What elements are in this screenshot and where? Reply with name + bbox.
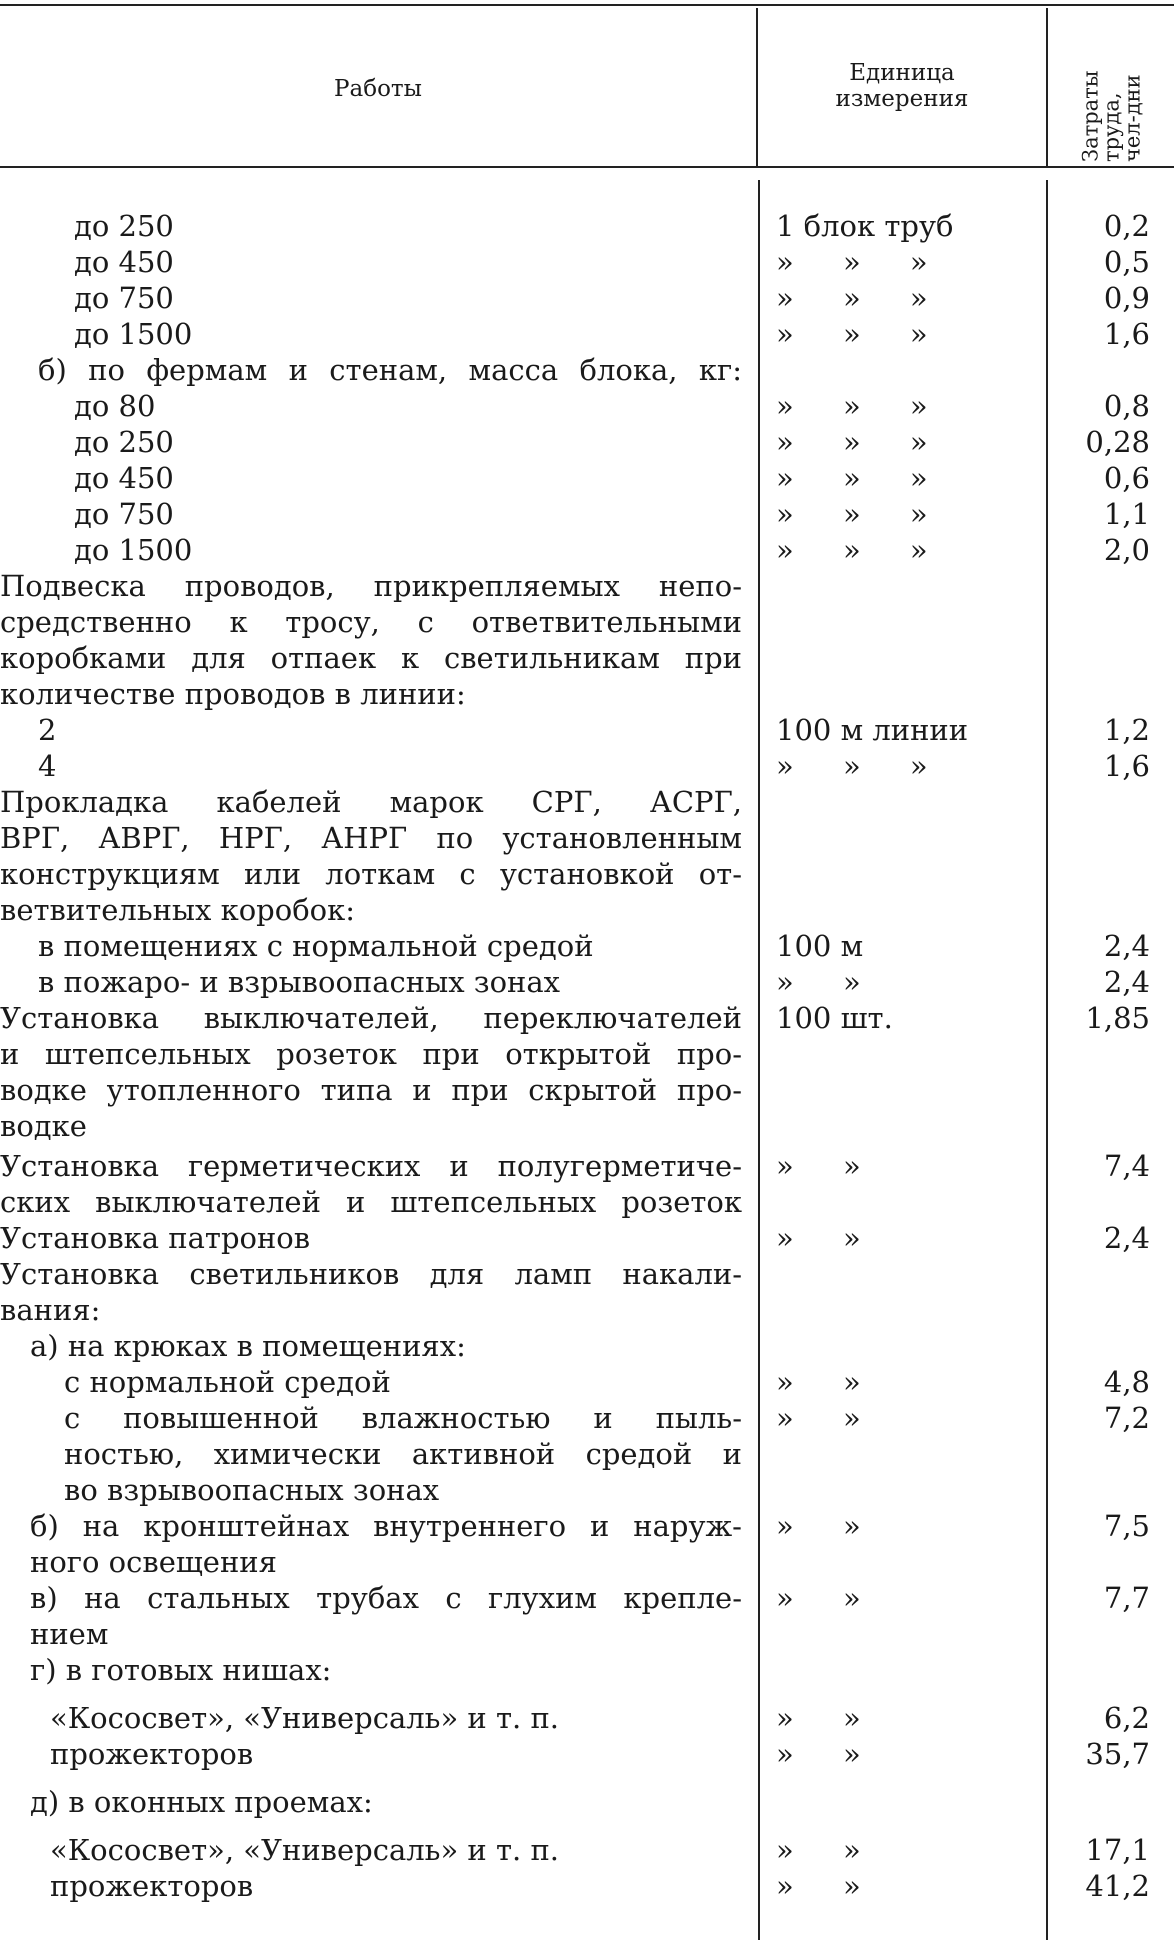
unit-of-measure: » » <box>776 1365 861 1399</box>
table-row <box>0 281 1174 315</box>
table-row <box>0 821 1174 855</box>
work-description: 4 <box>38 749 57 783</box>
labor-value: 2,4 <box>1103 965 1150 999</box>
work-description: с повышенной влажностью и пыль- <box>64 1401 742 1435</box>
unit-of-measure: » » <box>776 1149 861 1183</box>
labor-value: 7,7 <box>1103 1581 1150 1615</box>
work-description: до 1500 <box>74 317 193 351</box>
labor-value: 35,7 <box>1085 1737 1150 1771</box>
unit-of-measure: 1 блок труб <box>776 209 954 243</box>
labor-value: 0,9 <box>1103 281 1150 315</box>
labor-value: 0,8 <box>1103 389 1150 423</box>
work-description: в) на стальных трубах с глухим крепле- <box>30 1581 742 1615</box>
work-description: Установка светильников для ламп накали- <box>0 1257 742 1291</box>
work-description: Установка патронов <box>0 1221 311 1255</box>
table-row <box>0 1737 1174 1771</box>
header-labor-line1: Затраты <box>1078 70 1103 162</box>
table-row <box>0 569 1174 603</box>
table-row <box>0 209 1174 243</box>
labor-value: 1,6 <box>1103 749 1150 783</box>
table-row <box>0 749 1174 783</box>
work-description: ских выключателей и штепсельных розеток <box>0 1185 742 1219</box>
work-description: д) в оконных проемах: <box>30 1785 373 1819</box>
table-row <box>0 893 1174 927</box>
work-description: водке <box>0 1109 87 1143</box>
labor-value: 7,4 <box>1103 1149 1150 1183</box>
work-description: вания: <box>0 1293 101 1327</box>
table-row <box>0 641 1174 675</box>
work-description: до 80 <box>74 389 156 423</box>
work-description: конструкциям или лоткам с установкой от- <box>0 857 742 891</box>
table-row <box>0 353 1174 387</box>
table-row <box>0 1473 1174 1507</box>
unit-of-measure: » » <box>776 1401 861 1435</box>
table-row <box>0 1001 1174 1035</box>
header-labor-line2: труда, <box>1099 92 1124 162</box>
labor-value: 1,6 <box>1103 317 1150 351</box>
header-unit-line1: Единица <box>849 60 955 86</box>
table-row <box>0 1509 1174 1543</box>
unit-of-measure: » » » <box>776 245 928 279</box>
work-description: водке утопленного типа и при скрытой про- <box>0 1073 742 1107</box>
table-row <box>0 1437 1174 1471</box>
work-description: нием <box>30 1617 109 1651</box>
work-description: во взрывоопасных зонах <box>64 1473 440 1507</box>
header-unit-line2: измерения <box>835 86 969 112</box>
labor-value: 0,6 <box>1103 461 1150 495</box>
work-description: до 750 <box>74 497 174 531</box>
work-description: г) в готовых нишах: <box>30 1653 332 1687</box>
work-description: до 450 <box>74 461 174 495</box>
work-description: до 250 <box>74 425 174 459</box>
work-description: б) по фермам и стенам, масса блока, кг: <box>38 353 742 387</box>
work-description: б) на кронштейнах внутреннего и наруж- <box>30 1509 742 1543</box>
unit-of-measure: » » » <box>776 425 928 459</box>
labor-value: 6,2 <box>1103 1701 1150 1735</box>
table-row <box>0 785 1174 819</box>
table-row <box>0 1401 1174 1435</box>
work-description: ВРГ, АВРГ, НРГ, АНРГ по установленным <box>0 821 742 855</box>
table-row <box>0 1109 1174 1143</box>
table-row <box>0 389 1174 423</box>
table-row <box>0 1073 1174 1107</box>
header-work: Работы <box>334 76 422 102</box>
labor-value: 7,5 <box>1103 1509 1150 1543</box>
table-row <box>0 929 1174 963</box>
header-labor-line3: чел-дни <box>1120 74 1145 162</box>
table-row <box>0 677 1174 711</box>
work-description: до 750 <box>74 281 174 315</box>
top-rule <box>0 4 1174 6</box>
column-divider-2-header <box>1046 8 1048 166</box>
table-row <box>0 965 1174 999</box>
table-row <box>0 1329 1174 1363</box>
labor-value: 1,2 <box>1103 713 1150 747</box>
labor-value: 17,1 <box>1085 1833 1150 1867</box>
table-row <box>0 1785 1174 1819</box>
table-row <box>0 1365 1174 1399</box>
table-row <box>0 1701 1174 1735</box>
work-description: средственно к тросу, с ответвительными <box>0 605 742 639</box>
work-description: прожекторов <box>50 1869 254 1903</box>
work-description: Установка герметических и полугерметиче- <box>0 1149 742 1183</box>
header-rule <box>0 166 1174 168</box>
work-description: до 250 <box>74 209 174 243</box>
unit-of-measure: 100 шт. <box>776 1001 893 1035</box>
header-labor <box>1058 12 1166 162</box>
work-description: прожекторов <box>50 1737 254 1771</box>
table-row <box>0 713 1174 747</box>
table-row <box>0 317 1174 351</box>
labor-value: 2,0 <box>1103 533 1150 567</box>
labor-value: 0,28 <box>1085 425 1150 459</box>
unit-of-measure: » » » <box>776 317 928 351</box>
table-row <box>0 1037 1174 1071</box>
unit-of-measure: » » <box>776 1701 861 1735</box>
unit-of-measure: » » » <box>776 461 928 495</box>
unit-of-measure: » » <box>776 1581 861 1615</box>
work-description: Установка выключателей, переключателей <box>0 1001 742 1035</box>
table-row <box>0 1149 1174 1183</box>
table-row <box>0 1869 1174 1903</box>
table-row <box>0 1833 1174 1867</box>
table-row <box>0 1545 1174 1579</box>
work-description: ного освещения <box>30 1545 277 1579</box>
unit-of-measure: » » <box>776 965 861 999</box>
unit-of-measure: » » » <box>776 497 928 531</box>
labor-value: 41,2 <box>1085 1869 1150 1903</box>
labor-value: 0,2 <box>1103 209 1150 243</box>
header-unit <box>758 60 1046 112</box>
table-row <box>0 1581 1174 1615</box>
table-row <box>0 1221 1174 1255</box>
table-row <box>0 461 1174 495</box>
work-description: Подвеска проводов, прикрепляемых непо- <box>0 569 742 603</box>
unit-of-measure: » » » <box>776 533 928 567</box>
unit-of-measure: » » » <box>776 389 928 423</box>
labor-value: 7,2 <box>1103 1401 1150 1435</box>
table-row <box>0 605 1174 639</box>
labor-value: 2,4 <box>1103 929 1150 963</box>
unit-of-measure: 100 м <box>776 929 864 963</box>
table-row <box>0 1257 1174 1291</box>
labor-value: 1,85 <box>1085 1001 1150 1035</box>
work-description: количестве проводов в линии: <box>0 677 466 711</box>
unit-of-measure: » » » <box>776 281 928 315</box>
work-description: ностью, химически активной средой и <box>64 1437 742 1471</box>
work-description: а) на крюках в помещениях: <box>30 1329 466 1363</box>
work-description: в пожаро- и взрывоопасных зонах <box>38 965 561 999</box>
unit-of-measure: » » <box>776 1833 861 1867</box>
table-row <box>0 497 1174 531</box>
work-description: в помещениях с нормальной средой <box>38 929 594 963</box>
work-description: «Кососвет», «Универсаль» и т. п. <box>50 1701 559 1735</box>
work-description: 2 <box>38 713 57 747</box>
table-row <box>0 533 1174 567</box>
unit-of-measure: » » <box>776 1869 861 1903</box>
work-description: с нормальной средой <box>64 1365 391 1399</box>
table-row <box>0 1617 1174 1651</box>
table-row <box>0 857 1174 891</box>
table-row <box>0 245 1174 279</box>
labor-value: 2,4 <box>1103 1221 1150 1255</box>
unit-of-measure: » » <box>776 1509 861 1543</box>
unit-of-measure: » » » <box>776 749 928 783</box>
work-description: коробками для отпаек к светильникам при <box>0 641 742 675</box>
work-description: до 450 <box>74 245 174 279</box>
labor-value: 1,1 <box>1103 497 1150 531</box>
labor-value: 4,8 <box>1103 1365 1150 1399</box>
table-row <box>0 425 1174 459</box>
unit-of-measure: » » <box>776 1737 861 1771</box>
table-row <box>0 1293 1174 1327</box>
table-row <box>0 1653 1174 1687</box>
unit-of-measure: 100 м линии <box>776 713 969 747</box>
unit-of-measure: » » <box>776 1221 861 1255</box>
work-description: до 1500 <box>74 533 193 567</box>
work-description: «Кососвет», «Универсаль» и т. п. <box>50 1833 559 1867</box>
work-description: и штепсельных розеток при открытой про- <box>0 1037 742 1071</box>
work-description: Прокладка кабелей марок СРГ, АСРГ, <box>0 785 742 819</box>
work-description: ветвительных коробок: <box>0 893 356 927</box>
labor-value: 0,5 <box>1103 245 1150 279</box>
table-row <box>0 1185 1174 1219</box>
